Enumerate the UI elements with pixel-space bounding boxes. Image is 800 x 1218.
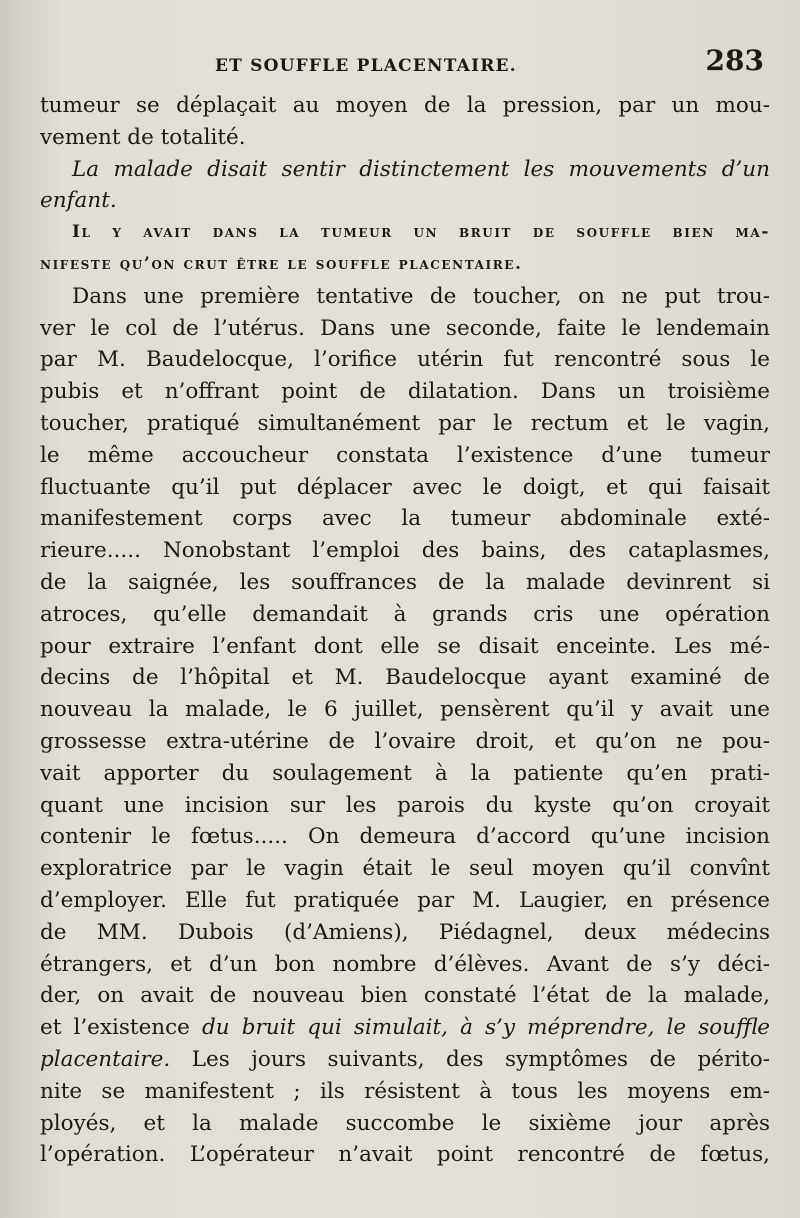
- text-line: l’opération. L’opérateur n’avait point rencontré de fœtus,: [40, 1142, 770, 1168]
- text-line: nouveau la malade, le 6 juillet, pensèrent qu’il y avait une: [40, 697, 770, 723]
- page-number: 283: [705, 44, 764, 77]
- text-line: étrangers, et d’un bon nombre d’élèves. Avant de s’y déci-: [40, 951, 770, 977]
- text-line: quant une incision sur les parois du kyste qu’on croyait: [40, 792, 770, 818]
- text-line: fluctuante qu’il put déplacer avec le doigt, et qui faisait: [40, 474, 770, 500]
- text-line: contenir le fœtus..... On demeura d’accord qu’une incision: [40, 824, 770, 850]
- text-line: le même accoucheur constata l’existence d’une tumeur: [40, 442, 770, 468]
- text-line: par M. Baudelocque, l’orifice utérin fut rencontré sous le: [40, 347, 770, 373]
- smallcaps-line: Il y avait dans la tumeur un bruit de souffle bien ma-: [72, 222, 770, 243]
- italic-line: enfant.: [40, 188, 117, 214]
- text-run: Les jours suivants, des symptômes de périto-: [170, 1046, 770, 1072]
- page-header: [40, 38, 770, 90]
- italic-run: placentaire.: [40, 1046, 171, 1072]
- text-line: tumeur se déplaçait au moyen de la pression, par un mou-: [40, 93, 770, 118]
- mixed-line: [40, 1044, 770, 1076]
- text-line: ver le col de l’utérus. Dans une seconde, faite le lendemain: [40, 315, 770, 341]
- text-line: vait apporter du soulagement à la patiente qu’en prati-: [40, 760, 770, 786]
- text-line: decins de l’hôpital et M. Baudelocque ayant examiné de: [40, 665, 770, 691]
- italic-run: du bruit qui simulait, à s’y méprendre, le souffle: [202, 1015, 770, 1041]
- text-line: grossesse extra-utérine de l’ovaire droit, et qu’on ne pou-: [40, 728, 770, 754]
- text-line: vement de totalité.: [40, 124, 246, 150]
- running-head: ET SOUFFLE PLACENTAIRE.: [215, 56, 517, 76]
- mixed-line: [40, 1012, 770, 1044]
- text-line: de MM. Dubois (d’Amiens), Piédagnel, deux médecins: [40, 919, 770, 945]
- text-line: pubis et n’offrant point de dilatation. Dans un troisième: [40, 379, 770, 405]
- text-line: rieure..... Nonobstant l’emploi des bains, des cataplasmes,: [40, 538, 770, 564]
- body-text: [40, 90, 770, 1171]
- text-line: ployés, et la malade succombe le sixième jour après: [40, 1110, 770, 1136]
- italic-line: La malade disait sentir distinctement les mouvements d’un: [72, 156, 770, 182]
- text-run: et l’existence: [40, 1015, 203, 1041]
- text-line: de la saignée, les souffrances de la malade devinrent si: [40, 569, 770, 595]
- text-line: nite se manifestent ; ils résistent à tous les moyens em-: [40, 1078, 770, 1104]
- text-line: pour extraire l’enfant dont elle se disait enceinte. Les mé-: [40, 633, 770, 659]
- text-line: Dans une première tentative de toucher, on ne put trou-: [72, 283, 770, 309]
- smallcaps-line: nifeste qu’on crut être le souffle placentaire.: [40, 253, 523, 274]
- text-line: manifestement corps avec la tumeur abdominale exté-: [40, 506, 770, 532]
- text-line: der, on avait de nouveau bien constaté l’état de la malade,: [40, 983, 770, 1009]
- text-line: atroces, qu’elle demandait à grands cris une opération: [40, 601, 770, 627]
- text-line: d’employer. Elle fut pratiquée par M. Laugier, en présence: [40, 887, 770, 913]
- text-line: exploratrice par le vagin était le seul moyen qu’il convînt: [40, 856, 770, 882]
- text-line: toucher, pratiqué simultanément par le rectum et le vagin,: [40, 410, 770, 436]
